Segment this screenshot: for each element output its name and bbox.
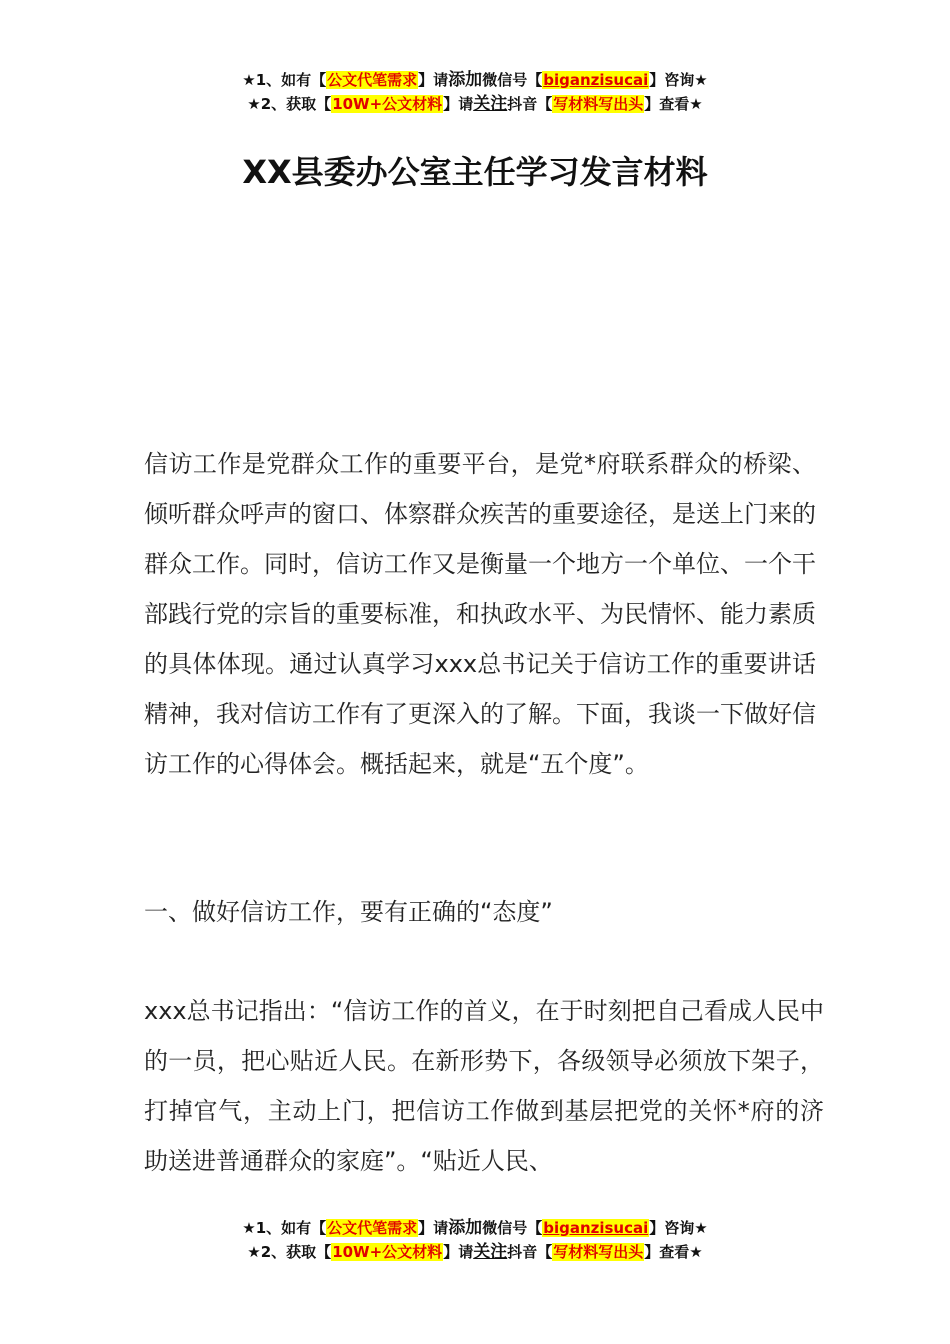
banner-emphasis: 关注 [473, 94, 508, 114]
banner-highlight-douyin: 写材料写出头 [553, 1243, 644, 1261]
banner-text: 】请 [443, 95, 474, 113]
header-banner [0, 68, 950, 116]
banner-text: 微信号【 [482, 1219, 543, 1237]
banner-text: 抖音【 [507, 95, 553, 113]
banner-text: 】请 [418, 71, 449, 89]
banner-highlight-materials: 10W+公文材料 [332, 1243, 443, 1261]
banner-text: 】查看★ [644, 1243, 703, 1261]
section-heading-1: 一、做好信访工作，要有正确的“态度” [144, 898, 553, 926]
banner-text: 】请 [443, 1243, 474, 1261]
banner-text: ★1、如有【 [242, 71, 327, 89]
banner-text: 】咨询★ [649, 71, 708, 89]
banner-text: 微信号【 [482, 71, 543, 89]
banner-highlight-materials: 10W+公文材料 [332, 95, 443, 113]
body-paragraph-1: 信访工作是党群众工作的重要平台，是党*府联系群众的桥梁、倾听群众呼声的窗口、体察群众疾苦的重要途径，是送上门来的群众工作。同时，信访工作又是衡量一个地方一个单位、一个干部践行党的宗旨的重要标准，和执政水平、为民情怀、能力素质的具体体现。通过认真学习xxx总书记关于信访工作的重要讲话精神，我对信访工作有了更深入的了解。下面，我谈一下做好信访工作的心得体会。概括起来，就是“五个度”。 [144, 450, 816, 778]
banner-highlight-service: 公文代笔需求 [327, 71, 418, 89]
banner-highlight-douyin: 写材料写出头 [553, 95, 644, 113]
document-title: XX县委办公室主任学习发言材料 [242, 153, 708, 191]
banner-emphasis: 添加 [448, 70, 483, 90]
banner-line-1 [0, 1216, 950, 1240]
banner-line-1 [0, 68, 950, 92]
banner-text: ★1、如有【 [242, 1219, 327, 1237]
banner-text: ★2、获取【 [247, 95, 332, 113]
body-paragraph-2: xxx总书记指出：“信访工作的首义，在于时刻把自己看成人民中的一员，把心贴近人民。在新形势下，各级领导必须放下架子，打掉官气，主动上门，把信访工作做到基层把党的关怀*府的济助送进普通群众的家庭”。“贴近人民、 [144, 997, 824, 1175]
banner-text: 】请 [418, 1219, 449, 1237]
banner-line-2 [0, 92, 950, 116]
banner-emphasis: 添加 [448, 1218, 483, 1238]
banner-emphasis: 关注 [473, 1242, 508, 1262]
banner-text: 抖音【 [507, 1243, 553, 1261]
footer-banner [0, 1216, 950, 1264]
banner-text: ★2、获取【 [247, 1243, 332, 1261]
banner-highlight-wechat-id: biganzisucai [543, 1219, 649, 1237]
banner-highlight-wechat-id: biganzisucai [543, 71, 649, 89]
banner-highlight-service: 公文代笔需求 [327, 1219, 418, 1237]
banner-line-2 [0, 1240, 950, 1264]
banner-text: 】咨询★ [649, 1219, 708, 1237]
banner-text: 】查看★ [644, 95, 703, 113]
